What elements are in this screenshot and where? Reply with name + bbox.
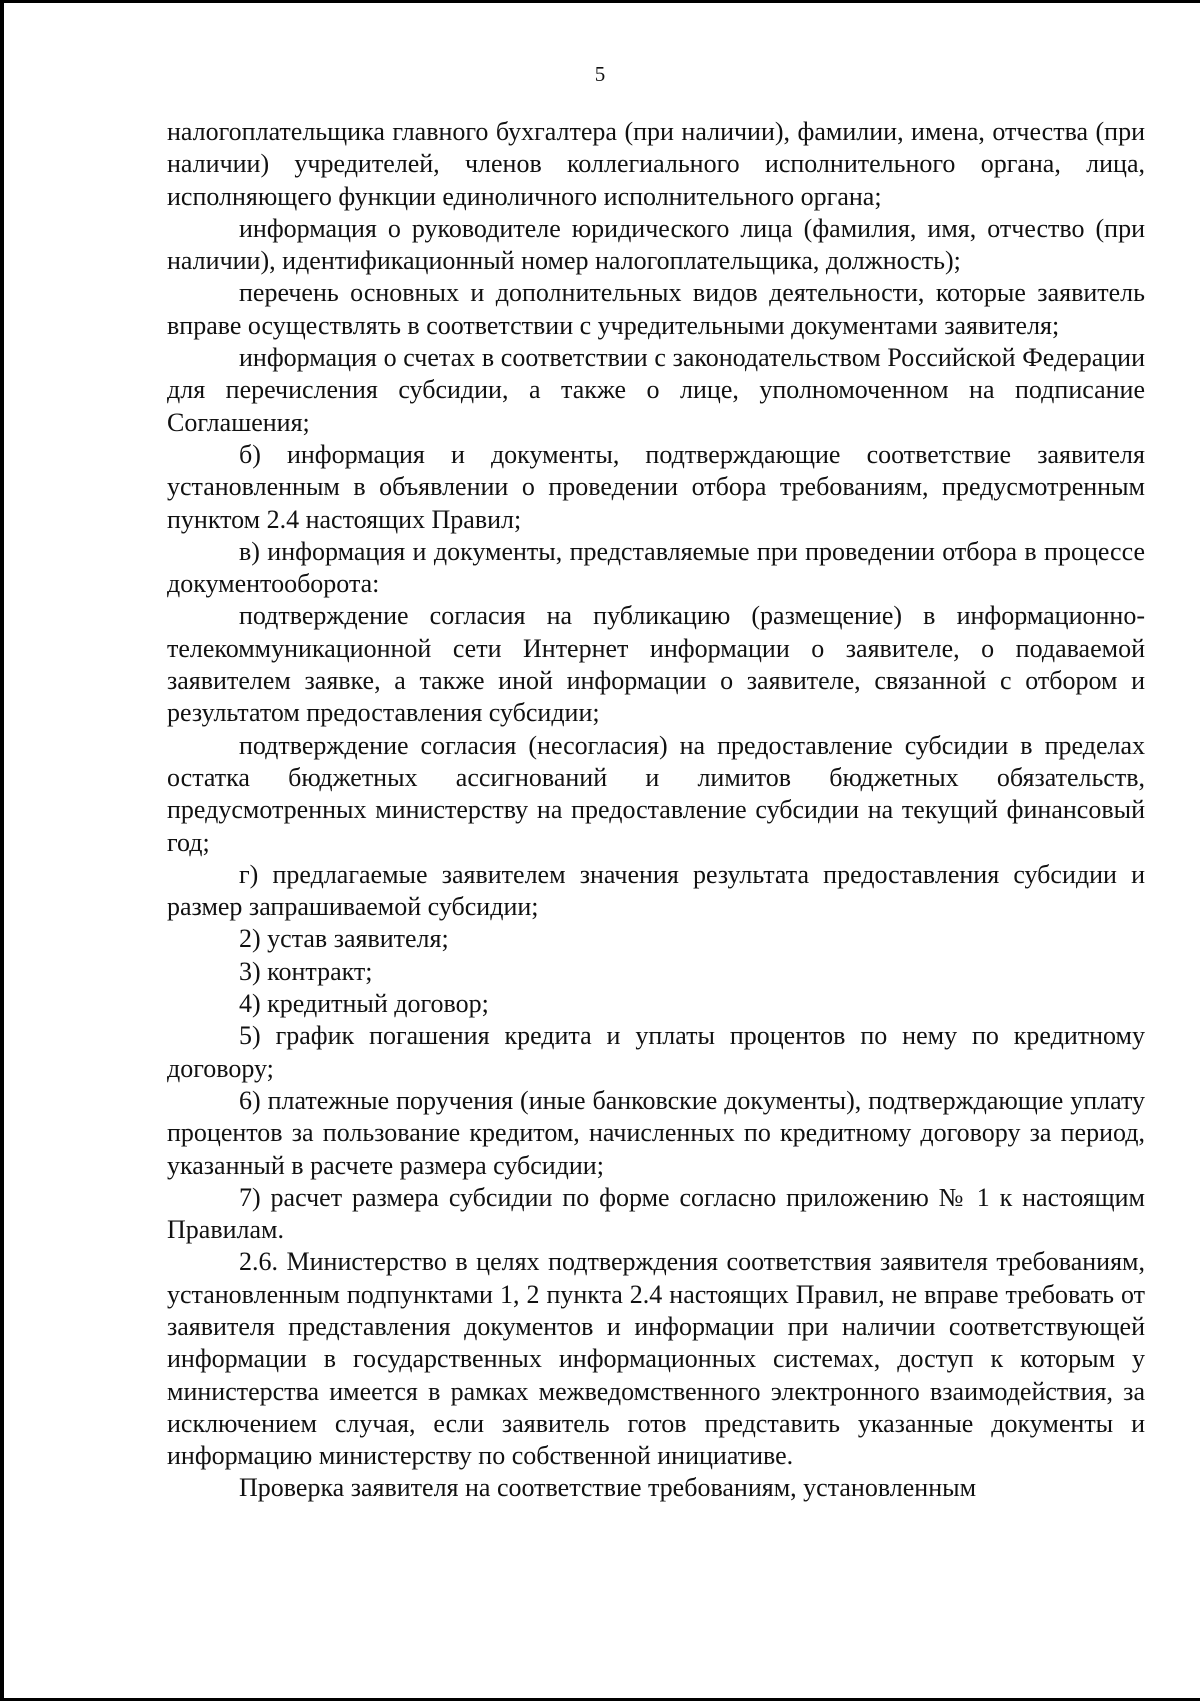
paragraph-v: в) информация и документы, представляемые при проведении отбора в процессе документооборота:: [167, 536, 1145, 599]
paragraph-accounts: информация о счетах в соответствии с законодательством Российской Федерации для перечисления субсидии, а также о лице, уполномоченном на подписание Соглашения;: [167, 343, 1145, 437]
paragraph-activities: перечень основных и дополнительных видов деятельности, которые заявитель вправе осуществлять в соответствии с учредительными документами заявителя;: [167, 278, 1145, 340]
paragraph-b: б) информация и документы, подтверждающие соответствие заявителя установленным в объявлении о проведении отбора требованиям, предусмотренным пунктом 2.4 настоящих Правил;: [167, 439, 1145, 534]
list-item-4: 4) кредитный договор;: [239, 989, 489, 1019]
document-body: [167, 116, 1145, 1505]
list-item-2: 2) устав заявителя;: [239, 924, 449, 954]
paragraph-taxpayer-continuation: налогоплательщика главного бухгалтера (при наличии), фамилии, имена, отчества (при наличии) учредителей, членов коллегиального исполнительного органа, лица, исполняющего функции единоличного исполнительного органа;: [167, 117, 1145, 211]
list-item-7: 7) расчет размера субсидии по форме согласно приложению № 1 к настоящим Правилам.: [167, 1182, 1145, 1245]
list-item-3: 3) контракт;: [239, 956, 373, 986]
list-item-6: 6) платежные поручения (иные банковские документы), подтверждающие уплату процентов за пользование кредитом, начисленных по кредитному договору за период, указанный в расчете размера субсидии;: [167, 1085, 1145, 1180]
paragraph-2-6: 2.6. Министерство в целях подтверждения соответствия заявителя требованиям, установленным подпунктами 1, 2 пункта 2.4 настоящих Правил, не вправе требовать от заявителя представления документов и информации при наличии соответствующей информации в государственных информационных системах, доступ к которым у министерства имеется в рамках межведомственного электронного взаимодействия, за исключением случая, если заявитель готов представить указанные документы и информацию министерству по собственной инициативе.: [167, 1247, 1145, 1471]
page-number: 5: [594, 62, 606, 86]
paragraph-budget-consent: подтверждение согласия (несогласия) на предоставление субсидии в пределах остатка бюджетных ассигнований и лимитов бюджетных обязательств, предусмотренных министерству на предоставление субсидии на текущий финансовый год;: [167, 730, 1145, 857]
scan-border-top: [0, 0, 1200, 3]
paragraph-head-info: информация о руководителе юридического лица (фамилия, имя, отчество (при наличии), идентификационный номер налогоплательщика, должность);: [167, 213, 1145, 276]
paragraph-verification: Проверка заявителя на соответствие требованиям, установленным: [239, 1473, 977, 1503]
list-item-5: 5) график погашения кредита и уплаты процентов по нему по кредитному договору;: [167, 1021, 1145, 1083]
paragraph-g: г) предлагаемые заявителем значения результата предоставления субсидии и размер запрашиваемой субсидии;: [167, 859, 1145, 922]
paragraph-publication-consent: подтверждение согласия на публикацию (размещение) в информационно-телекоммуникационной сети Интернет информации о заявителе, о подаваемой заявителем заявке, а также иной информации о заявителе, связанной с отбором и результатом предоставления субсидии;: [167, 601, 1145, 728]
scan-border-left: [0, 0, 4, 1701]
